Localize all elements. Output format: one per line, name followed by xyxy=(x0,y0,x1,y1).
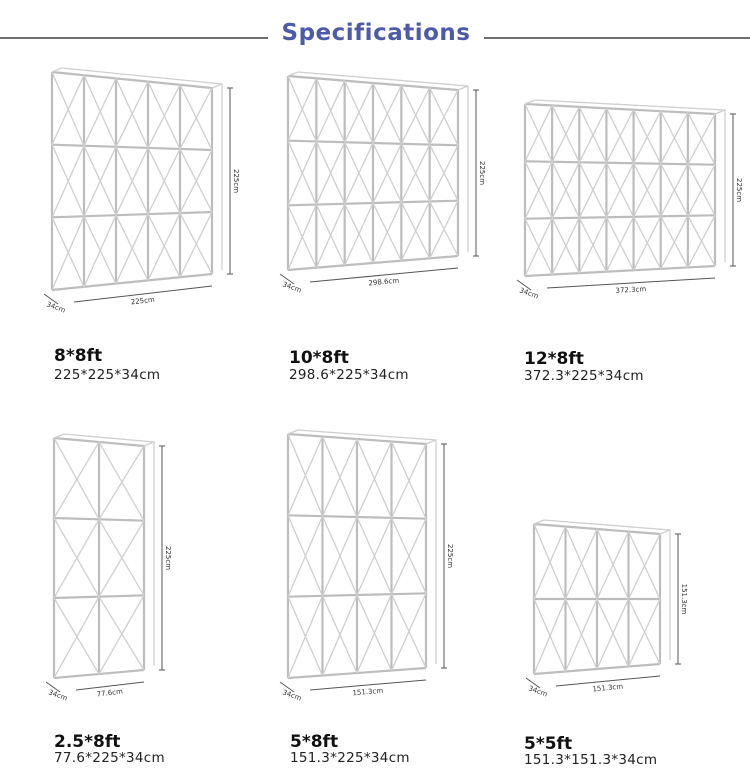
truss-frame xyxy=(288,72,468,270)
depth-dimension-label: 34cm xyxy=(527,684,549,699)
spec-card-12x8ft xyxy=(470,0,743,384)
truss-depth-edge xyxy=(144,442,154,446)
truss-depth-edge xyxy=(715,110,725,114)
truss-frame xyxy=(525,100,725,276)
frame-diagram-10x8ft xyxy=(235,0,495,330)
depth-dimension-label: 34cm xyxy=(47,688,69,703)
spec-dimensions: 77.6*225*34cm xyxy=(54,750,165,766)
frame-diagram-12x8ft xyxy=(470,0,750,330)
truss-depth-edge xyxy=(212,84,222,88)
spec-card-5x8ft xyxy=(236,390,466,770)
height-dimension-label: 225cm xyxy=(735,177,743,203)
frame-diagram-5x5ft xyxy=(470,390,750,720)
truss-brace xyxy=(54,518,99,597)
frame-diagram-5x8ft xyxy=(236,390,496,720)
width-dimension-label: 298.6cm xyxy=(368,276,400,288)
height-dimension-label: 225cm xyxy=(164,545,172,571)
width-dimension-label: 372.3cm xyxy=(615,285,647,295)
height-dimension-label: 225cm xyxy=(232,168,240,194)
spec-card-2-5x8ft xyxy=(0,390,230,770)
spec-size-label: 8*8ft xyxy=(54,346,103,366)
width-dimension-label: 151.3cm xyxy=(352,686,384,698)
height-dimension-label: 225cm xyxy=(478,160,486,186)
truss-back-edge xyxy=(64,434,154,666)
frame-diagram-8x8ft xyxy=(0,0,260,330)
depth-dimension-label: 34cm xyxy=(281,280,303,295)
truss-bar xyxy=(52,212,212,217)
truss-depth-edge xyxy=(660,530,670,534)
spec-card-10x8ft xyxy=(235,0,486,383)
width-dimension-label: 151.3cm xyxy=(592,682,624,694)
spec-dimensions: 151.3*151.3*34cm xyxy=(524,752,658,768)
truss-frame xyxy=(288,430,436,678)
spec-card-5x5ft xyxy=(470,390,700,770)
spec-size-label: 5*5ft xyxy=(524,734,573,754)
frame-diagram-2-5x8ft xyxy=(0,390,260,720)
truss-back-edge xyxy=(298,430,436,664)
truss-bar xyxy=(52,274,212,290)
spec-card-8x8ft xyxy=(0,0,240,383)
truss-depth-edge xyxy=(426,440,436,444)
truss-brace xyxy=(99,521,144,597)
truss-frame xyxy=(52,68,222,290)
spec-size-label: 10*8ft xyxy=(289,348,349,368)
spec-dimensions: 151.3*225*34cm xyxy=(290,750,410,766)
depth-dimension-label: 34cm xyxy=(518,286,540,301)
truss-frame xyxy=(534,520,670,674)
spec-dimensions: 225*225*34cm xyxy=(54,367,161,383)
spec-size-label: 2.5*8ft xyxy=(54,732,121,752)
width-dimension-label: 77.6cm xyxy=(96,687,124,699)
truss-back-edge xyxy=(544,520,670,660)
truss-brace xyxy=(54,519,99,598)
depth-dimension-label: 34cm xyxy=(281,688,303,703)
spec-size-label: 12*8ft xyxy=(524,349,584,369)
spec-size-label: 5*8ft xyxy=(290,732,339,752)
width-dimension-label: 225cm xyxy=(130,295,156,307)
height-dimension-label: 225cm xyxy=(446,543,454,569)
height-dimension-label: 151.3cm xyxy=(680,583,688,615)
depth-dimension-label: 34cm xyxy=(45,300,67,315)
truss-frame xyxy=(54,434,154,678)
spec-dimensions: 298.6*225*34cm xyxy=(289,367,409,383)
truss-depth-edge xyxy=(458,86,468,90)
page-title: Specifications xyxy=(281,20,471,46)
spec-dimensions: 372.3*225*34cm xyxy=(524,368,644,384)
truss-bar xyxy=(52,145,212,150)
truss-brace xyxy=(99,519,144,595)
